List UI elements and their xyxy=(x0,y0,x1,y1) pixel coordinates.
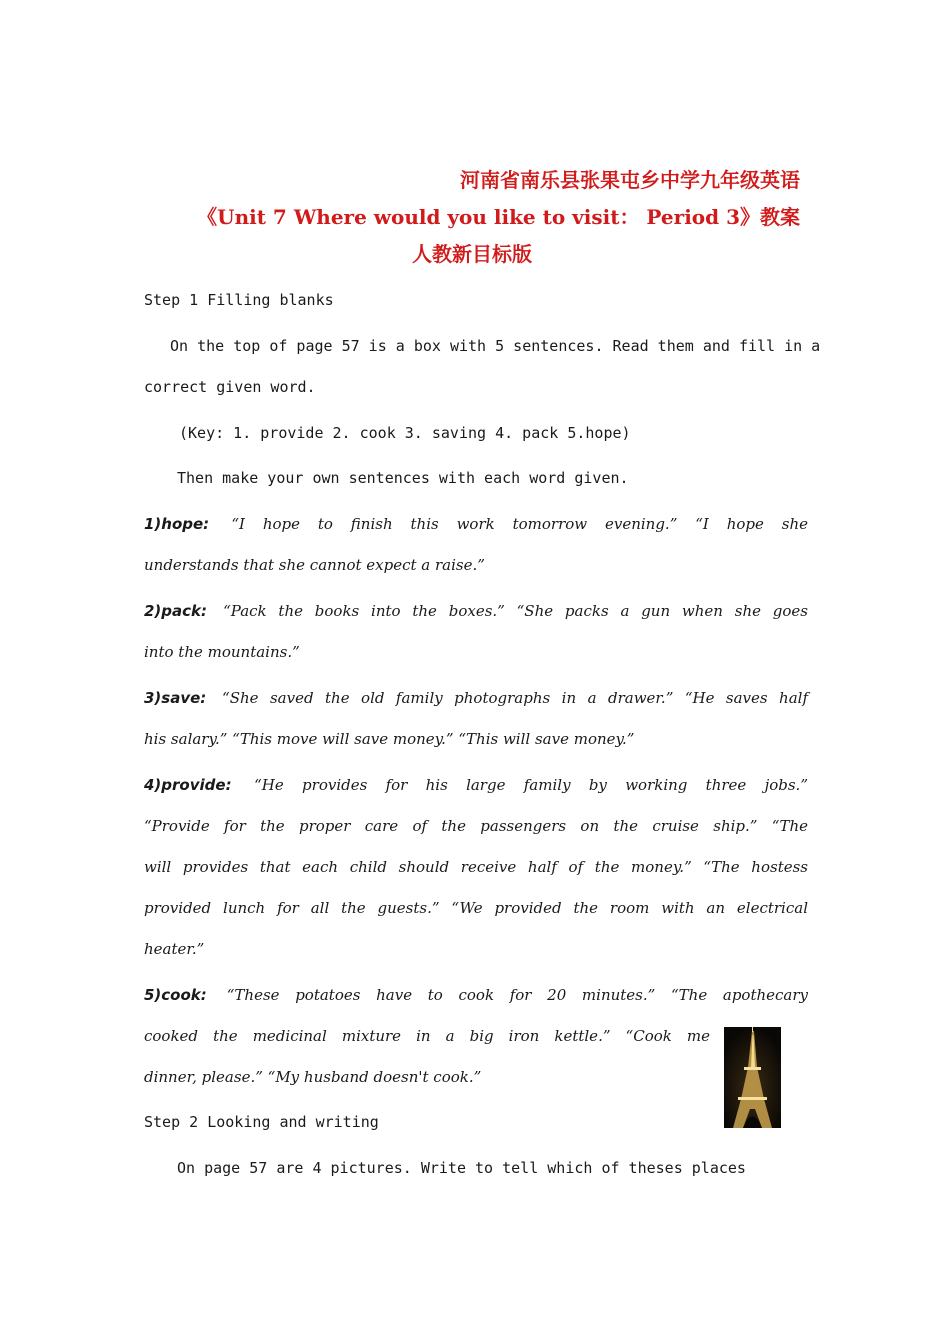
example-cook-text-1: “These potatoes have to cook for 20 minutes.” “The apothecary xyxy=(226,986,809,1004)
step1-instruction: Then make your own sentences with each word given. xyxy=(177,469,629,487)
example-pack-line2: into the mountains.” xyxy=(144,643,300,661)
example-hope-text-1: “I hope to finish this work tomorrow evening.” “I hope she xyxy=(231,515,809,533)
example-save-text-1: “She saved the old family photographs in a drawer.” “He saves half xyxy=(222,689,809,707)
example-cook-line3: dinner, please.” “My husband doesn't cook.” xyxy=(144,1068,482,1086)
title-line-3: 人教新目标版 xyxy=(412,242,532,266)
step1-intro-line1: On the top of page 57 is a box with 5 sentences. Read them and fill in a xyxy=(170,337,821,355)
example-provide-line4: provided lunch for all the guests.” “We provided the room with an electrical xyxy=(144,899,808,917)
example-cook-tag: 5)cook: xyxy=(144,986,207,1004)
example-save-line2: his salary.” “This move will save money.” “This will save money.” xyxy=(144,730,635,748)
example-hope-line1 xyxy=(144,514,808,534)
step2-heading: Step 2 Looking and writing xyxy=(144,1113,379,1131)
example-cook-line1 xyxy=(144,985,808,1005)
answer-key: (Key: 1. provide 2. cook 3. saving 4. pack 5.hope) xyxy=(179,424,631,442)
step1-heading: Step 1 Filling blanks xyxy=(144,291,334,309)
step2-intro: On page 57 are 4 pictures. Write to tell which of theses places xyxy=(177,1159,746,1177)
example-pack-text-1: “Pack the books into the boxes.” “She packs a gun when she goes xyxy=(223,602,808,620)
example-save-line1 xyxy=(144,688,808,708)
example-provide-text-1: “He provides for his large family by working three jobs.” xyxy=(254,776,808,794)
example-cook-line2: cooked the medicinal mixture in a big iron kettle.” “Cook me xyxy=(144,1027,710,1045)
example-provide-line1 xyxy=(144,775,808,795)
example-pack-tag: 2)pack: xyxy=(144,602,208,620)
example-hope-tag: 1)hope: xyxy=(144,515,210,533)
example-pack-line1 xyxy=(144,601,808,621)
step1-intro-line2: correct given word. xyxy=(144,378,316,396)
example-save-tag: 3)save: xyxy=(144,689,207,707)
example-provide-line2: “Provide for the proper care of the passengers on the cruise ship.” “The xyxy=(144,817,808,835)
example-provide-line5: heater.” xyxy=(144,940,205,958)
example-hope-line2: understands that she cannot expect a raise.” xyxy=(144,556,485,574)
example-provide-tag: 4)provide: xyxy=(144,776,232,794)
example-provide-line3: will provides that each child should receive half of the money.” “The hostess xyxy=(144,858,808,876)
title-line-1: 河南省南乐县张果屯乡中学九年级英语 xyxy=(460,168,800,192)
title-line-2: 《Unit 7 Where would you like to visit： Period 3》教案 xyxy=(197,205,800,229)
